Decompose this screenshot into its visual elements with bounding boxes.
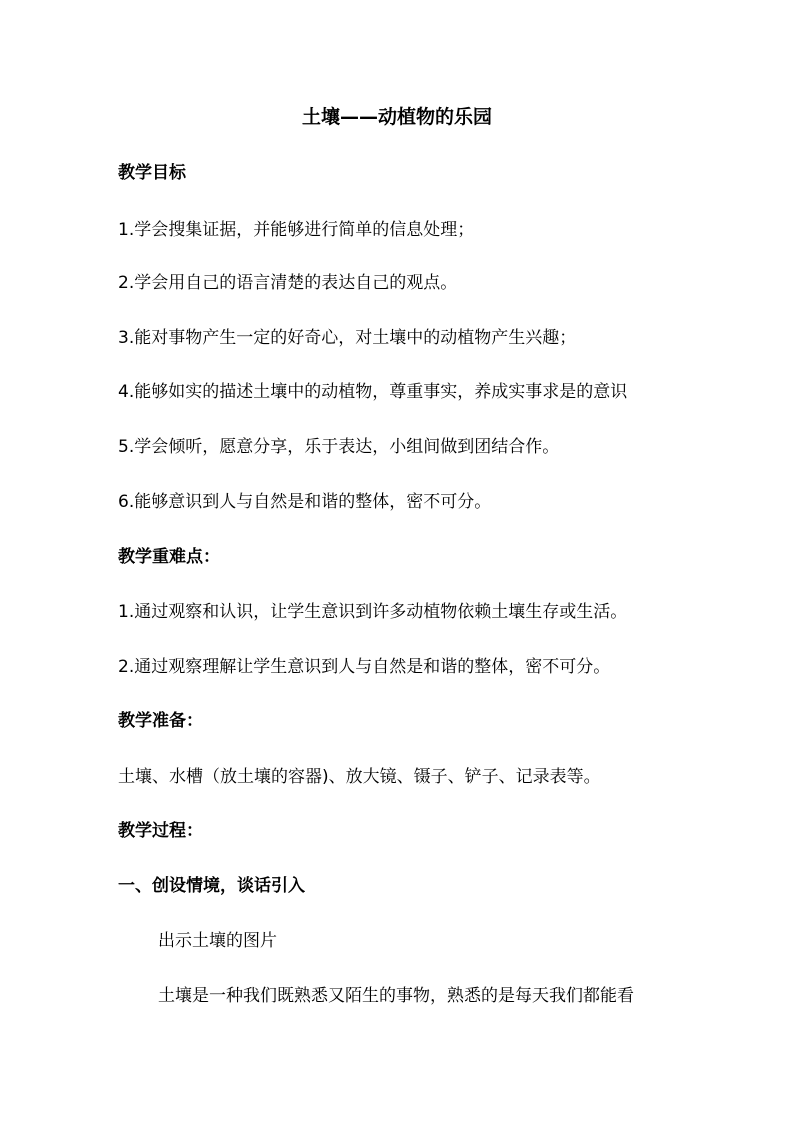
- step-one-heading: 一、创设情境，谈话引入: [118, 876, 305, 896]
- section-heading-preparation: 教学准备：: [118, 711, 203, 731]
- goal-item: 2.学会用自己的语言清楚的表达自己的观点。: [118, 273, 458, 293]
- section-heading-goals: 教学目标: [118, 163, 186, 183]
- document-title: 土壤——动植物的乐园: [301, 106, 492, 128]
- goal-item: 4.能够如实的描述土壤中的动植物，尊重事实，养成实事求是的意识: [118, 382, 628, 402]
- goal-item: 3.能对事物产生一定的好奇心，对土壤中的动植物产生兴趣；: [118, 328, 577, 348]
- key-point-item: 1.通过观察和认识，让学生意识到许多动植物依赖土壤生存或生活。: [118, 602, 628, 622]
- step-one-paragraph: 出示土壤的图片: [158, 931, 277, 951]
- preparation-text: 土壤、水槽（放土壤的容器)、放大镜、镊子、铲子、记录表等。: [118, 767, 601, 787]
- key-point-item: 2.通过观察理解让学生意识到人与自然是和谐的整体，密不可分。: [118, 657, 611, 677]
- goal-item: 1.学会搜集证据，并能够进行简单的信息处理；: [118, 220, 475, 240]
- section-heading-key-points: 教学重难点：: [118, 547, 220, 567]
- goal-item: 6.能够意识到人与自然是和谐的整体，密不可分。: [118, 492, 492, 512]
- section-heading-process: 教学过程：: [118, 821, 203, 841]
- step-one-paragraph: 土壤是一种我们既熟悉又陌生的事物，熟悉的是每天我们都能看: [158, 986, 634, 1006]
- goal-item: 5.学会倾听，愿意分享，乐于表达，小组间做到团结合作。: [118, 437, 560, 457]
